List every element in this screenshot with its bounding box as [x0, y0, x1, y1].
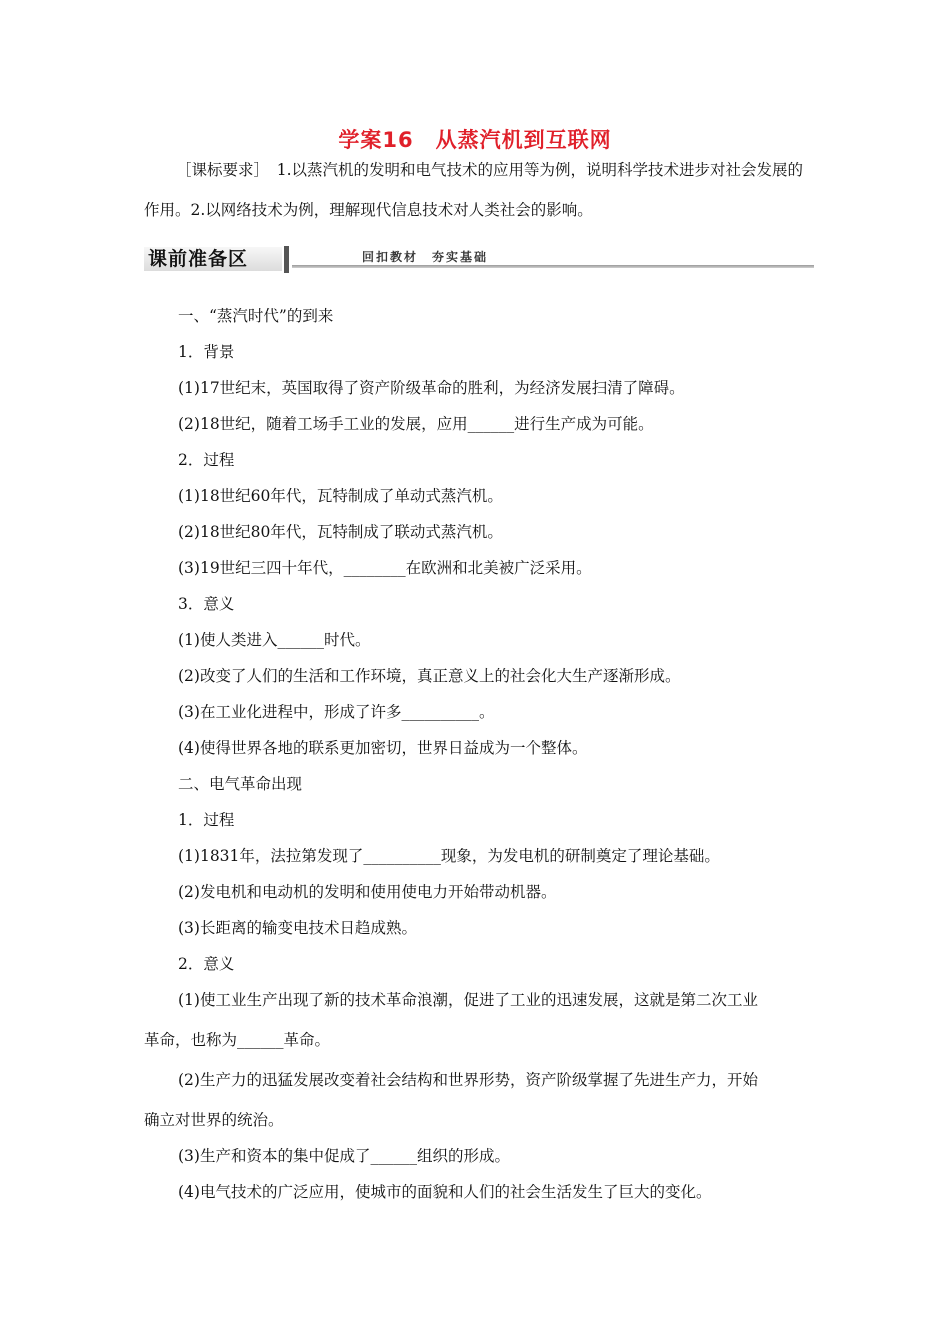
list-item: (3)长距离的输变电技术日趋成熟。	[178, 919, 417, 937]
subheading-process: 1．过程	[178, 811, 235, 829]
heading-electric-revolution: 二、电气革命出现	[178, 775, 303, 793]
list-item: (2)生产力的迅猛发展改变着社会结构和世界形势，资产阶级掌握了先进生产力，开始	[178, 1071, 758, 1089]
list-item: (2)18世纪，随着工场手工业的发展，应用______进行生产成为可能。	[178, 415, 654, 433]
list-item: (4)使得世界各地的联系更加密切，世界日益成为一个整体。	[178, 739, 588, 757]
section-header-rule	[292, 265, 814, 268]
section-header-subtitle: 回扣教材 夯实基础	[362, 250, 489, 264]
subheading-significance: 2．意义	[178, 955, 235, 973]
curriculum-requirement: ［课标要求］ 1.以蒸汽机的发明和电气技术的应用等为例，说明科学技术进步对社会发展的作用。2.以网络技术为例，理解现代信息技术对人类社会的影响。	[144, 161, 804, 219]
list-item: (1)使人类进入______时代。	[178, 631, 371, 649]
list-item: (2)改变了人们的生活和工作环境，真正意义上的社会化大生产逐渐形成。	[178, 667, 681, 685]
section-header-divider	[284, 246, 289, 273]
list-item: (1)18世纪60年代，瓦特制成了单动式蒸汽机。	[178, 487, 503, 505]
list-item: (3)19世纪三四十年代，________在欧洲和北美被广泛采用。	[178, 559, 592, 577]
section-header	[144, 244, 814, 274]
list-item-continuation: 确立对世界的统治。	[144, 1111, 284, 1129]
subheading-process: 2．过程	[178, 451, 235, 469]
list-item: (2)18世纪80年代，瓦特制成了联动式蒸汽机。	[178, 523, 503, 541]
list-item: (4)电气技术的广泛应用，使城市的面貌和人们的社会生活发生了巨大的变化。	[178, 1183, 712, 1201]
list-item: (1)1831年，法拉第发现了__________现象，为发电机的研制奠定了理论基础。	[178, 847, 720, 865]
page-title: 学案16 从蒸汽机到互联网	[338, 128, 612, 152]
subheading-background: 1．背景	[178, 343, 235, 361]
list-item: (1)17世纪末，英国取得了资产阶级革命的胜利，为经济发展扫清了障碍。	[178, 379, 685, 397]
list-item-continuation: 革命，也称为______革命。	[144, 1031, 331, 1049]
heading-steam-age: 一、“蒸汽时代”的到来	[178, 307, 334, 325]
subheading-significance: 3．意义	[178, 595, 235, 613]
list-item: (3)在工业化进程中，形成了许多__________。	[178, 703, 495, 721]
list-item: (1)使工业生产出现了新的技术革命浪潮，促进了工业的迅速发展，这就是第二次工业	[178, 991, 758, 1009]
section-header-label: 课前准备区	[144, 247, 282, 271]
list-item: (2)发电机和电动机的发明和使用使电力开始带动机器。	[178, 883, 557, 901]
list-item: (3)生产和资本的集中促成了______组织的形成。	[178, 1147, 510, 1165]
